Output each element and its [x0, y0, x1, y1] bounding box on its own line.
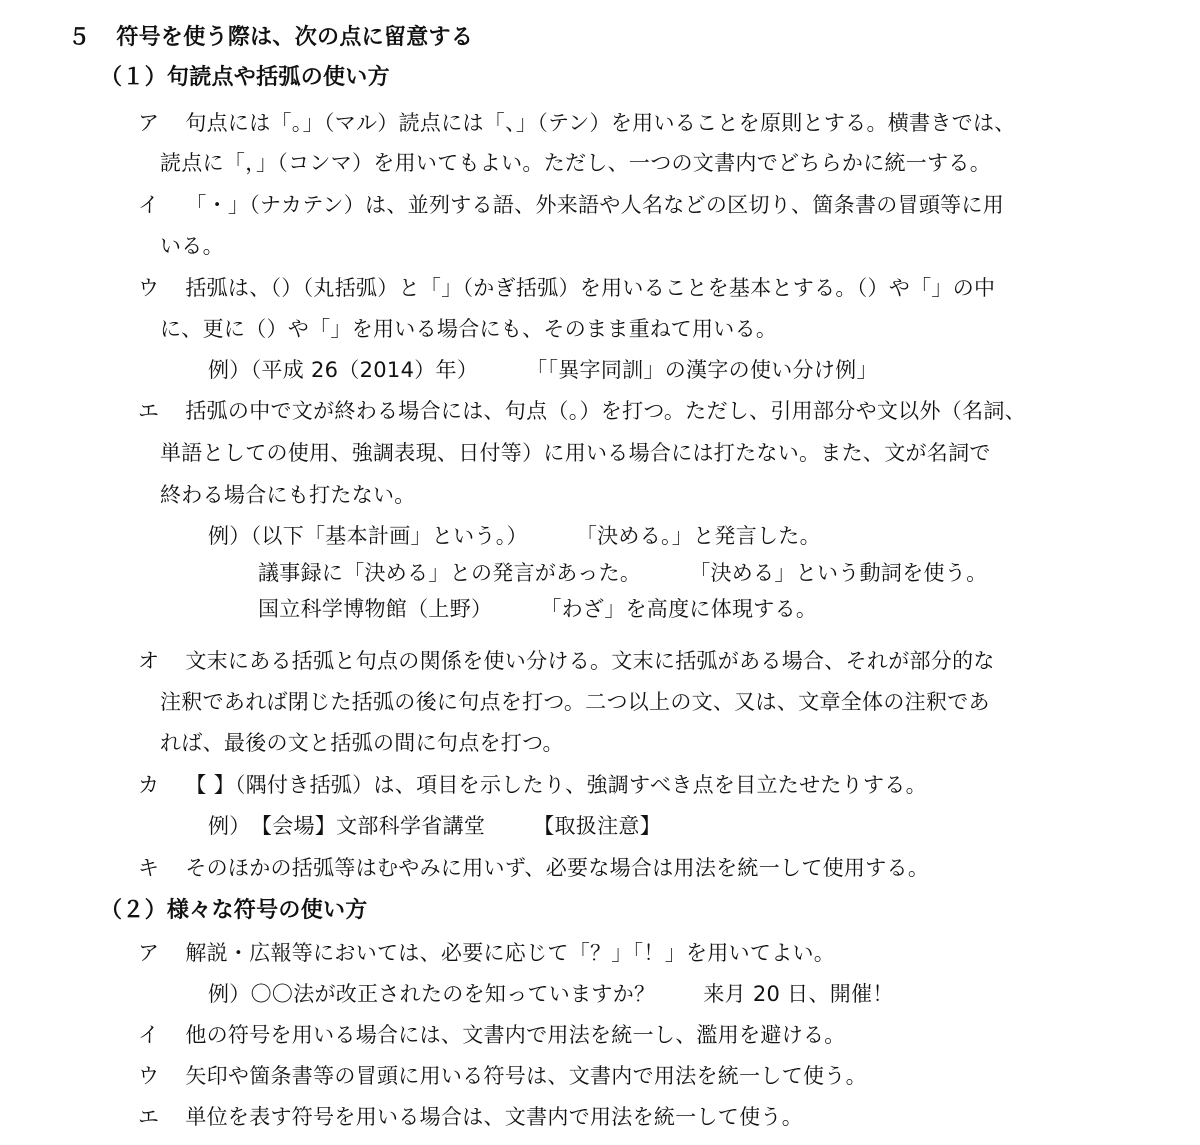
- item-1a-text1: 句点には「。」（マル）読点には「、」（テン）を用いることを原則とする。横書きでは、: [185, 111, 1016, 135]
- subsection-1-heading: [100, 65, 390, 91]
- item-1ka-example: [208, 813, 661, 839]
- item-1e-example-3a: 国立科学博物館（上野）: [258, 597, 493, 621]
- subsection-2-label: （２）: [100, 898, 167, 923]
- item-2u-line1: [138, 1063, 867, 1089]
- item-1i-marker: イ: [138, 193, 160, 217]
- item-1ki-line1: [138, 855, 929, 881]
- item-1a-line2: 読点に「，」（コンマ）を用いてもよい。ただし、一つの文書内でどちらかに統一する。: [160, 151, 991, 175]
- section-heading: [68, 25, 473, 51]
- item-1e-example-3b: 「わざ」を高度に体現する。: [540, 597, 818, 621]
- item-2e-text1: 単位を表す符号を用いる場合は、文書内で用法を統一して使う。: [185, 1105, 804, 1129]
- item-1u-line1: [138, 275, 995, 301]
- item-1o-line3: れば、最後の文と括弧の間に句点を打つ。: [160, 731, 564, 755]
- item-2e-marker: エ: [138, 1105, 160, 1129]
- item-1e-line2: 単語としての使用、強調表現、日付等）に用いる場合には打たない。また、文が名詞で: [160, 441, 991, 465]
- item-1u-line2: に、更に（）や「」を用いる場合にも、そのまま重ねて用いる。: [160, 317, 778, 341]
- item-2a-example: [208, 981, 894, 1007]
- subsection-2-heading: [100, 898, 368, 924]
- item-1ka-text1: 【 】（隅付き括弧）は、項目を示したり、強調すべき点を目立たせたりする。: [185, 773, 927, 797]
- item-2a-example-b: 来月 20 日、開催！: [703, 982, 894, 1006]
- item-2a-line1: [138, 940, 835, 966]
- item-2u-marker: ウ: [138, 1064, 160, 1088]
- item-1ka-example-a: 例） 【会場】文部科学省講堂: [208, 814, 486, 838]
- item-2i-marker: イ: [138, 1023, 160, 1047]
- item-1e-example-1a: 例）（以下「基本計画」という。）: [208, 524, 528, 548]
- item-2a-marker: ア: [138, 941, 160, 965]
- item-1u-example: [208, 357, 878, 383]
- item-1e-line1: [138, 398, 1026, 424]
- item-1a-line1: [138, 110, 1016, 136]
- item-1u-example-a: 例）（平成 26（2014）年）: [208, 358, 479, 382]
- item-2i-text1: 他の符号を用いる場合には、文書内で用法を統一し、濫用を避ける。: [185, 1023, 846, 1047]
- item-1ki-marker: キ: [138, 856, 160, 880]
- item-1i-line1: [138, 192, 1004, 218]
- item-1ki-text1: そのほかの括弧等はむやみに用いず、必要な場合は用法を統一して使用する。: [185, 856, 930, 880]
- item-1u-text1: 括弧は、（）（丸括弧）と「」（かぎ括弧）を用いることを基本とする。（）や「」の中: [185, 276, 996, 300]
- item-1e-example-1b: 「決める。」と発言した。: [575, 524, 821, 548]
- item-1o-marker: オ: [138, 649, 160, 673]
- item-1o-line1: [138, 648, 995, 674]
- item-1u-example-b: 「「異字同訓」の漢字の使い分け例」: [526, 358, 878, 382]
- item-2i-line1: [138, 1022, 846, 1048]
- item-1ka-example-b: 【取扱注意】: [533, 814, 662, 838]
- item-2u-text1: 矢印や箇条書等の冒頭に用いる符号は、文書内で用法を統一して使う。: [185, 1064, 867, 1088]
- item-2a-text1: 解説・広報等においては、必要に応じて「？」「！」を用いてよい。: [185, 941, 836, 965]
- item-1e-example-2b: 「決める」という動詞を使う。: [689, 561, 988, 585]
- item-1ka-line1: [138, 772, 927, 798]
- item-2e-line1: [138, 1104, 803, 1130]
- item-1o-line2: 注釈であれば閉じた括弧の後に句点を打つ。二つ以上の文、又は、文章全体の注釈であ: [160, 690, 990, 714]
- item-1e-example-2: [258, 560, 987, 586]
- section-title: 符号を使う際は、次の点に留意する: [116, 25, 474, 50]
- item-1e-example-1: [208, 523, 821, 549]
- subsection-2-title: 様々な符号の使い方: [166, 898, 368, 923]
- item-1e-text1: 括弧の中で文が終わる場合には、句点（。）を打つ。ただし、引用部分や文以外（名詞、: [185, 399, 1026, 423]
- item-1e-marker: エ: [138, 399, 160, 423]
- item-1u-marker: ウ: [138, 276, 160, 300]
- item-1i-text1: 「・」（ナカテン）は、並列する語、外来語や人名などの区切り、箇条書の冒頭等に用: [185, 193, 1005, 217]
- item-1o-text1: 文末にある括弧と句点の関係を使い分ける。文末に括弧がある場合、それが部分的な: [185, 649, 995, 673]
- item-1a-marker: ア: [138, 111, 160, 135]
- item-1e-example-2a: 議事録に「決める」との発言があった。: [258, 561, 642, 585]
- item-1i-line2: いる。: [160, 234, 224, 258]
- subsection-1-label: （１）: [100, 65, 167, 90]
- item-1ka-marker: カ: [138, 773, 160, 797]
- item-1e-example-3: [258, 596, 817, 622]
- subsection-1-title: 句読点や括弧の使い方: [166, 65, 390, 90]
- section-number: ５: [68, 25, 91, 50]
- item-1e-line3: 終わる場合にも打たない。: [160, 483, 416, 507]
- item-2a-example-a: 例）〇〇法が改正されたのを知っていますか？: [208, 982, 656, 1006]
